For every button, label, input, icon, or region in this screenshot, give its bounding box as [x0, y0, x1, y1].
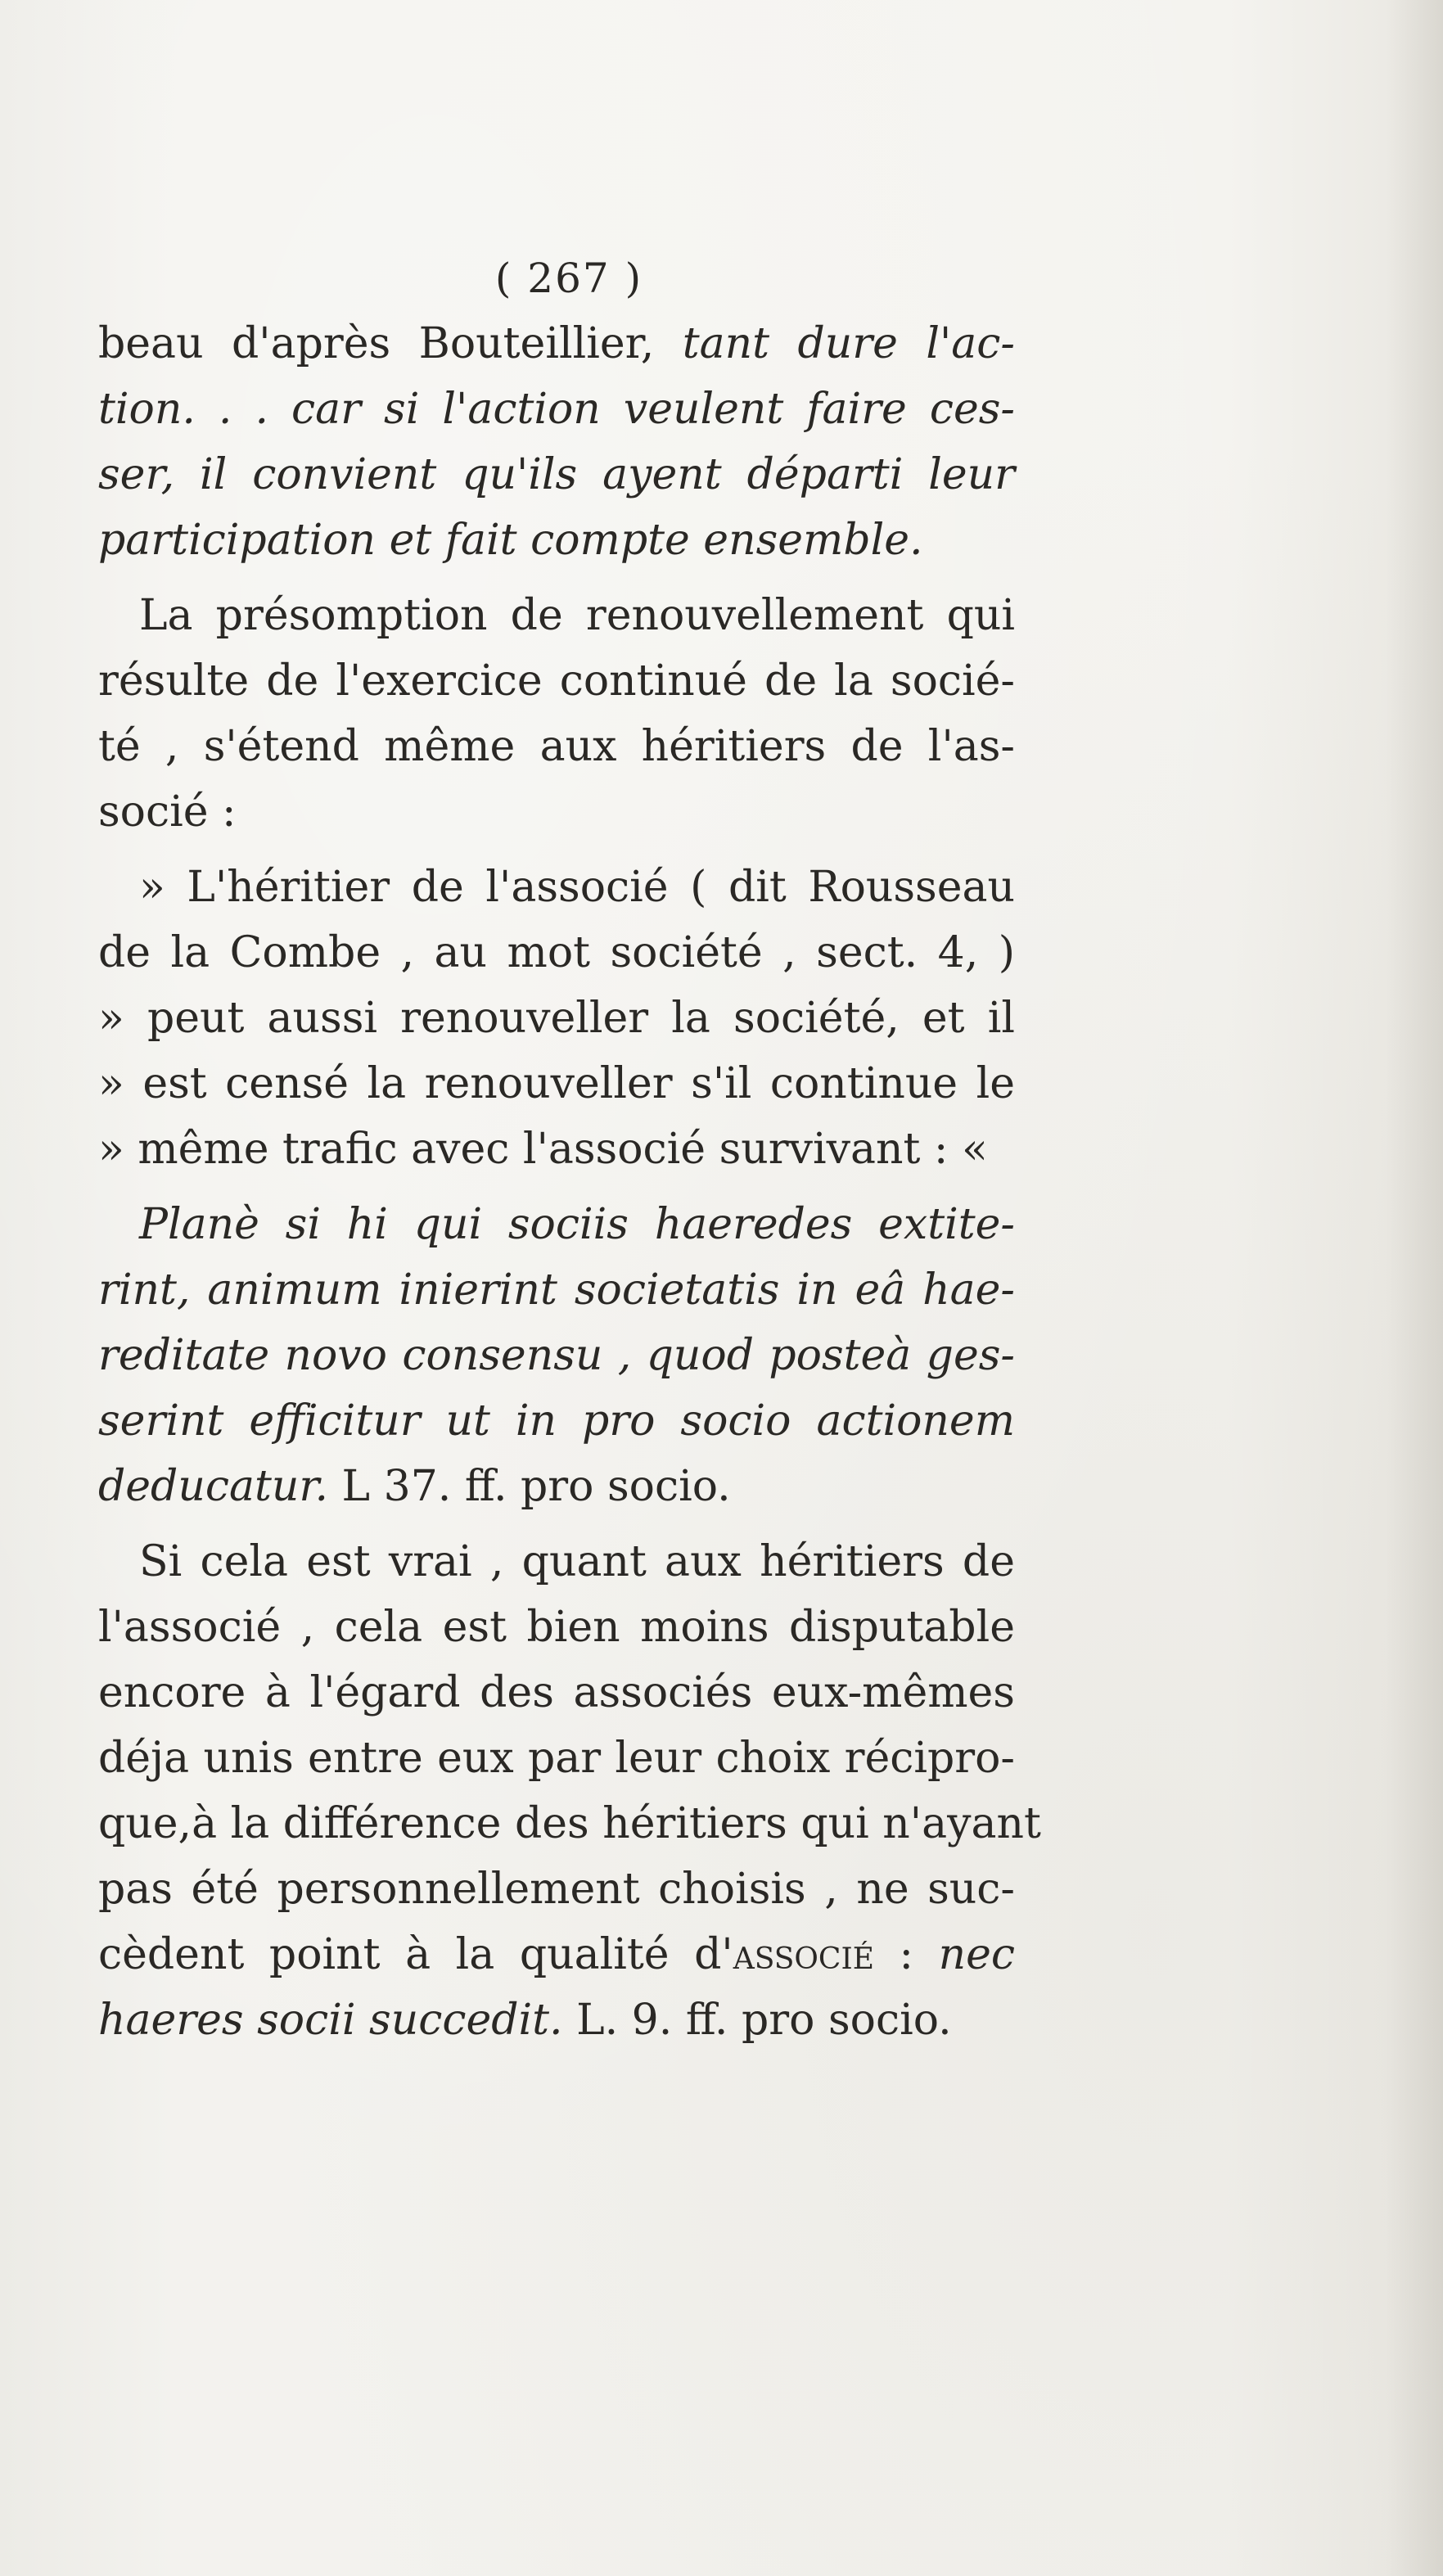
paragraph	[98, 311, 1015, 573]
text-line	[98, 377, 1015, 442]
page-number: ( 267 )	[494, 255, 643, 302]
text-line	[98, 855, 1015, 920]
text-run: que,à la différence des héritiers qui n'ayant	[98, 1799, 1041, 1848]
italic-text-run: Planè si hi qui sociis haeredes extite-	[139, 1200, 1015, 1249]
text-run: » est censé la renouveller s'il continue le	[98, 1059, 1015, 1108]
italic-text-run: haeres socii succedit.	[98, 1996, 563, 2045]
text-line	[98, 1051, 1015, 1117]
italic-text-run: tant dure l'ac-	[682, 319, 1015, 368]
text-run: L 37. ff. pro socio.	[328, 1462, 731, 1511]
text-run: » peut aussi renouveller la société, et il	[98, 994, 1015, 1043]
small-caps-text-run: associé	[733, 1930, 874, 1979]
text-line	[98, 1529, 1015, 1595]
page-edge-shadow	[1386, 0, 1443, 2576]
text-block	[98, 246, 1041, 2053]
text-run: » L'héritier de l'associé ( dit Rousseau	[139, 863, 1015, 912]
text-line	[98, 1117, 1015, 1182]
text-line	[98, 920, 1015, 986]
text-run: Si cela est vrai , quant aux héritiers de	[139, 1537, 1015, 1586]
text-run: l'associé , cela est bien moins disputable	[98, 1603, 1015, 1652]
paragraph	[98, 583, 1015, 845]
text-line	[98, 311, 1015, 377]
text-line	[98, 1726, 1015, 1791]
text-line	[98, 508, 1015, 573]
text-run: encore à l'égard des associés eux-mêmes	[98, 1668, 1015, 1717]
text-run: socié :	[98, 787, 237, 837]
text-line	[98, 1987, 1015, 2053]
text-run: beau d'après Bouteillier,	[98, 319, 683, 368]
text-line	[98, 1791, 1041, 1856]
text-run: La présomption de renouvellement qui	[139, 591, 1015, 640]
text-line	[98, 648, 1015, 714]
text-line	[98, 714, 1015, 779]
text-run: cèdent point à la qualité d'	[98, 1930, 733, 1979]
paragraph	[98, 1192, 1015, 1519]
text-run: déja unis entre eux par leur choix récipro-	[98, 1734, 1015, 1783]
paragraph	[98, 1529, 1041, 2053]
text-line	[98, 1192, 1015, 1257]
text-line	[98, 1660, 1015, 1726]
text-run: pas été personnellement choisis , ne suc-	[98, 1865, 1015, 1914]
text-line	[98, 1595, 1015, 1660]
text-run: L. 9. ff. pro socio.	[562, 1996, 952, 2045]
italic-text-run: reditate novo consensu , quod posteà ges-	[98, 1331, 1015, 1380]
text-run: » même trafic avec l'associé survivant : «	[98, 1125, 988, 1174]
text-line	[98, 1257, 1015, 1323]
text-run: :	[873, 1930, 939, 1979]
text-line	[98, 1856, 1015, 1922]
text-line	[98, 779, 1015, 845]
text-line	[98, 583, 1015, 648]
text-line	[98, 1922, 1015, 1987]
italic-text-run: serint efficitur ut in pro socio actionem	[98, 1396, 1015, 1446]
italic-text-run: deducatur.	[98, 1462, 329, 1511]
italic-text-run: ser, il convient qu'ils ayent départi leur	[98, 450, 1015, 499]
italic-text-run: rint, animum inierint societatis in eâ hae-	[98, 1265, 1015, 1315]
text-line	[98, 1388, 1015, 1454]
text-line	[98, 442, 1015, 508]
italic-text-run: participation et fait compte ensemble.	[98, 516, 923, 565]
text-line	[98, 1454, 1015, 1519]
paragraph	[98, 855, 1015, 1182]
italic-text-run: nec	[938, 1930, 1016, 1979]
text-run: té , s'étend même aux héritiers de l'as-	[98, 722, 1015, 771]
text-line	[98, 1323, 1015, 1388]
text-run: de la Combe , au mot société , sect. 4, )	[98, 928, 1015, 977]
text-run: résulte de l'exercice continué de la socié-	[98, 656, 1015, 706]
italic-text-run: tion. . . car si l'action veulent faire ces-	[98, 385, 1015, 434]
text-line	[98, 986, 1015, 1051]
